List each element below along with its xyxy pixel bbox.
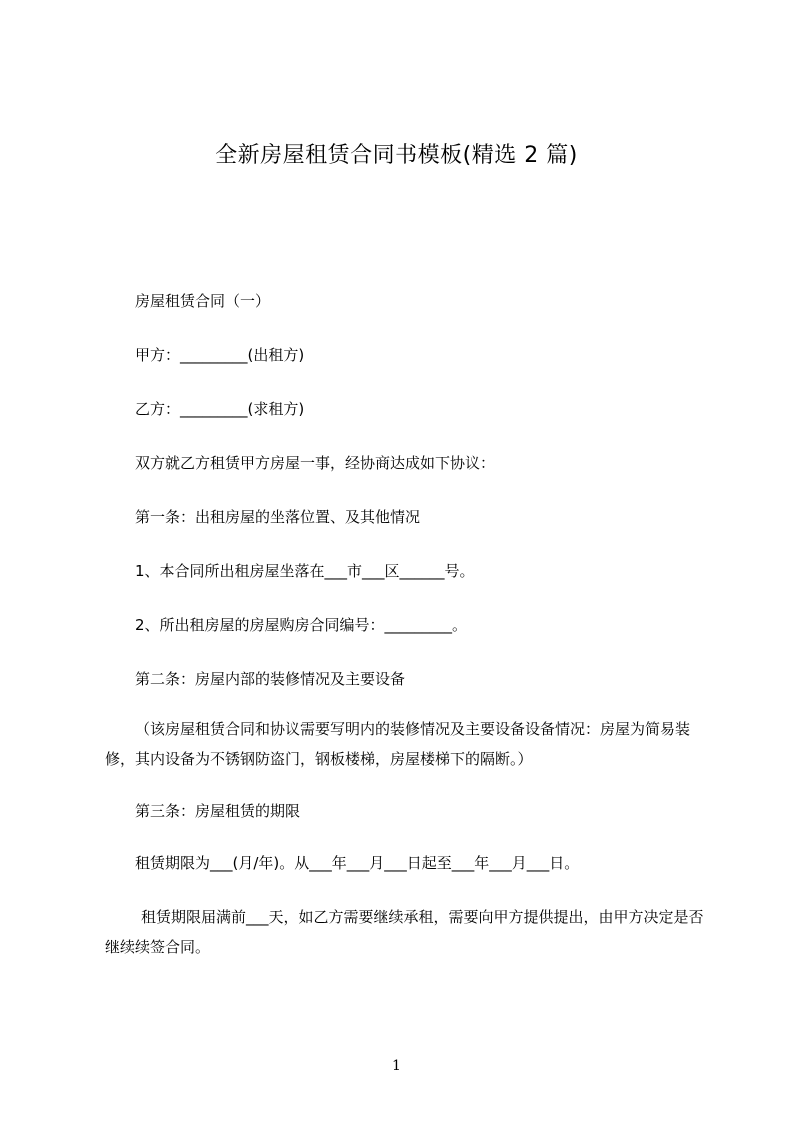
lease-term-line: 租赁期限为___(月/年)。从___年___月___日起至___年___月___日。 [135,854,580,872]
party-b-line: 乙方：_________(求租方) [135,400,305,418]
article-1-heading: 第一条：出租房屋的坐落位置、及其他情况 [135,508,421,526]
party-a-line: 甲方：_________(出租方) [135,346,305,364]
lease-renewal-paragraph: 租赁期限届满前___天，如乙方需要继续承租，需要向甲方提供提出，由甲方决定是否继续续签合同。 [105,908,704,956]
contract-heading: 房屋租赁合同（一） [135,292,271,310]
article-3-heading: 第三条：房屋租赁的期限 [135,802,301,820]
page-number: 1 [392,1058,401,1074]
article-1-item-2: 2、所出租房屋的房屋购房合同编号：_________。 [135,616,468,634]
agreement-intro: 双方就乙方租赁甲方房屋一事，经协商达成如下协议： [135,454,496,472]
document-title: 全新房屋租赁合同书模板(精选 2 篇) [215,143,578,168]
article-1-item-1: 1、本合同所出租房屋坐落在___市___区______号。 [135,562,475,580]
article-2-body: （该房屋租赁合同和协议需要写明内的装修情况及主要设备设备情况：房屋为简易装修，其内设备为不锈钢防盗门，钢板楼梯，房屋楼梯下的隔断。） [105,720,691,768]
article-2-heading: 第二条：房屋内部的装修情况及主要设备 [135,670,406,688]
